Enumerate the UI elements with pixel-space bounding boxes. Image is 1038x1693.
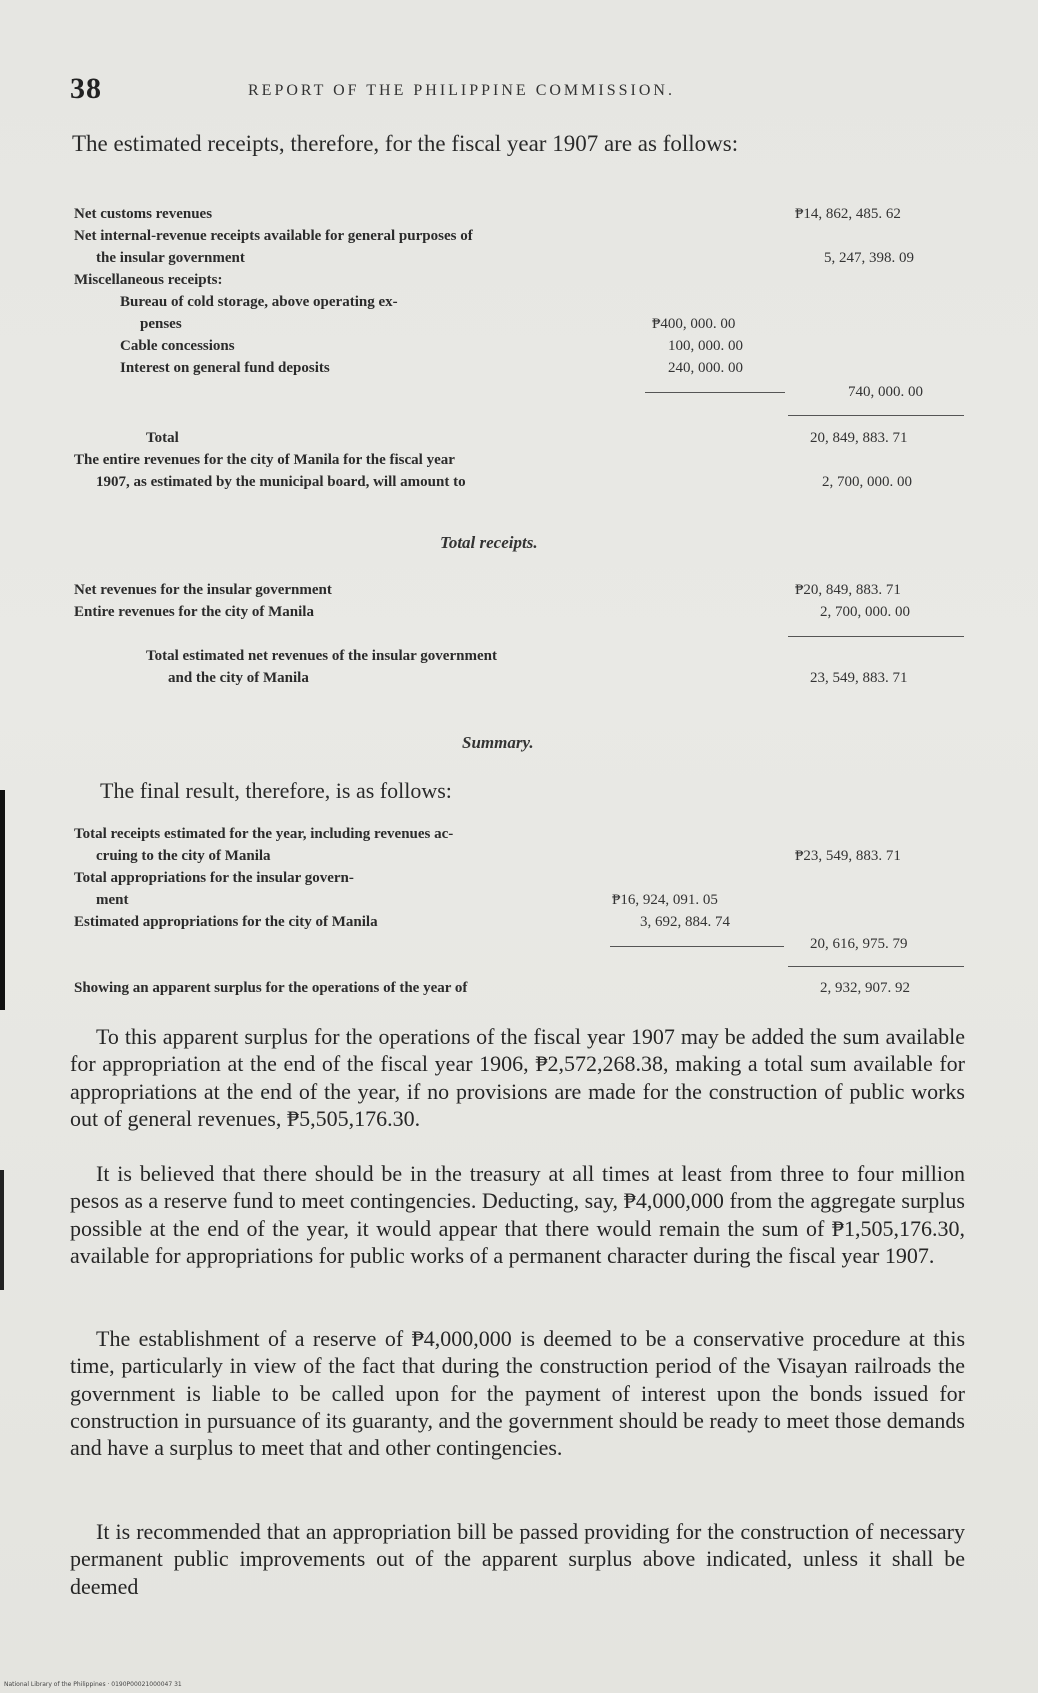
combined-revenue-amount: 23, 549, 883. 71 — [810, 670, 908, 686]
summary-receipts-amount: ₱23, 549, 883. 71 — [795, 848, 901, 864]
interest-amount: 240, 000. 00 — [668, 360, 743, 376]
surplus-rule — [788, 966, 964, 967]
combined-revenue-label: Total estimated net revenues of the insular government — [146, 648, 497, 664]
total-receipts-rule — [788, 636, 964, 637]
summary-heading: Summary. — [462, 733, 534, 752]
cold-storage-label-cont: penses — [140, 316, 182, 332]
net-internal-amount: 5, 247, 398. 09 — [824, 250, 914, 266]
net-customs-label: Net customs revenues — [74, 206, 213, 222]
running-header: REPORT OF THE PHILIPPINE COMMISSION. — [248, 82, 675, 99]
city-revenue-label: Entire revenues for the city of Manila — [74, 604, 314, 620]
approp-label: Total appropriations for the insular govern- — [74, 870, 354, 886]
subtotal-rule — [645, 392, 785, 393]
approp-total-amount: 20, 616, 975. 79 — [810, 936, 908, 952]
insular-revenue-label: Net revenues for the insular government — [74, 582, 332, 598]
total-label: Total — [146, 430, 179, 446]
summary-lead: The final result, therefore, is as follows: — [100, 778, 452, 803]
intro-text: The estimated receipts, therefore, for the fiscal year 1907 are as follows: — [72, 131, 739, 156]
approp-amount: ₱16, 924, 091. 05 — [612, 892, 718, 908]
approp-rule — [610, 946, 784, 947]
misc-receipts-label: Miscellaneous receipts: — [74, 272, 223, 288]
total-amount: 20, 849, 883. 71 — [810, 430, 908, 446]
summary-receipts-label: Total receipts estimated for the year, including revenues ac- — [74, 826, 454, 842]
manila-revenue-amount: 2, 700, 000. 00 — [822, 474, 912, 490]
manila-revenue-label: The entire revenues for the city of Manila for the fiscal year — [74, 452, 455, 468]
scan-edge-mark — [0, 790, 5, 1010]
cold-storage-amount: ₱400, 000. 00 — [652, 316, 736, 332]
paragraph: The establishment of a reserve of ₱4,000,000 is deemed to be a conservative procedure at this time, particularly in view of the fact that during the construction period of the Visayan railroads the government is liable to be called upon for the payment of interest upon the bonds issued for construction in pursuance of its guaranty, and the government should be ready to meet those demands and have a surplus to meet that and other contingencies. — [70, 1326, 965, 1461]
surplus-amount: 2, 932, 907. 92 — [820, 980, 910, 996]
paragraph: It is recommended that an appropriation bill be passed providing for the construction of necessary permanent public improvements out of the apparent surplus above indicated, unless it shall be deemed — [70, 1519, 965, 1599]
city-approp-label: Estimated appropriations for the city of Manila — [74, 914, 378, 930]
page-number: 38 — [70, 72, 102, 105]
net-internal-label-cont: the insular government — [96, 250, 245, 266]
city-revenue-amount: 2, 700, 000. 00 — [820, 604, 910, 620]
summary-receipts-label-cont: cruing to the city of Manila — [96, 848, 271, 864]
cable-label: Cable concessions — [120, 338, 235, 354]
combined-revenue-label-cont: and the city of Manila — [168, 670, 309, 686]
approp-label-cont: ment — [96, 892, 129, 908]
paragraph: To this apparent surplus for the operations of the fiscal year 1907 may be added the sum available for appropriation at the end of the fiscal year 1906, ₱2,572,268.38, making a total sum available for appropriations at the end of the year, if no provisions are made for the construction of public works out of general revenues, ₱5,505,176.30. — [70, 1024, 965, 1131]
city-approp-amount: 3, 692, 884. 74 — [640, 914, 730, 930]
paragraph: It is believed that there should be in the treasury at all times at least from three to four million pesos as a reserve fund to meet contingencies. Deducting, say, ₱4,000,000 from the aggregate surplus possible at the end of the year, it would appear that there would remain the sum of ₱1,505,176.30, available for appropriations for public works of a permanent character during the fiscal year 1907. — [70, 1161, 965, 1268]
net-internal-label: Net internal-revenue receipts available for general purposes of — [74, 228, 473, 244]
interest-label: Interest on general fund deposits — [120, 360, 330, 376]
total-receipts-heading: Total receipts. — [440, 533, 538, 552]
manila-revenue-label-cont: 1907, as estimated by the municipal board, will amount to — [96, 474, 466, 490]
surplus-label: Showing an apparent surplus for the operations of the year of — [74, 980, 468, 996]
insular-revenue-amount: ₱20, 849, 883. 71 — [795, 582, 901, 598]
misc-total-amount: 740, 000. 00 — [848, 384, 923, 400]
scan-edge-mark — [0, 1170, 4, 1290]
cold-storage-label: Bureau of cold storage, above operating ex- — [120, 294, 398, 310]
net-customs-amount: ₱14, 862, 485. 62 — [795, 206, 901, 222]
cable-amount: 100, 000. 00 — [668, 338, 743, 354]
scan-footer: National Library of the Philippines · 0190P00021000047 31 — [4, 1681, 182, 1688]
total-rule — [788, 415, 964, 416]
